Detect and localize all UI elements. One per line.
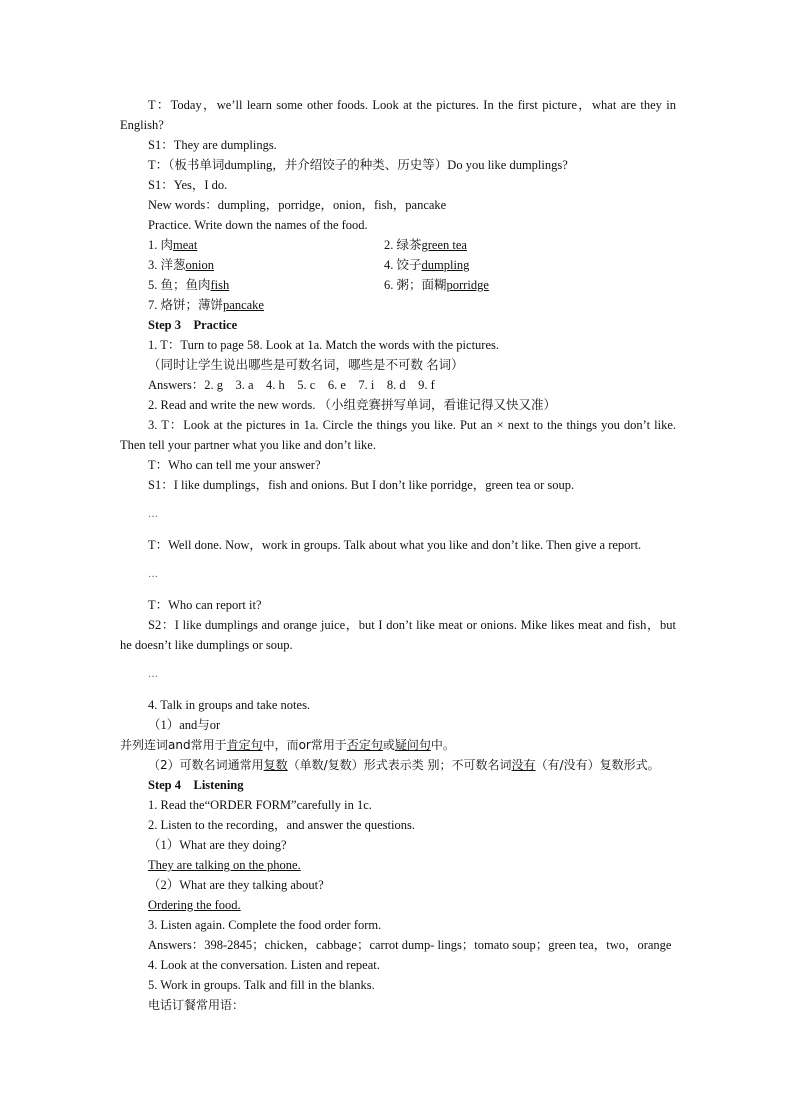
vocab-row-2 [120, 255, 676, 275]
vocab-prompt: 2. 绿茶 [384, 238, 422, 252]
vocab-item-7 [148, 295, 384, 315]
document-body [120, 95, 676, 1015]
grammar-text: （2）可数名词通常用 [148, 758, 264, 772]
step4-answer-2 [120, 895, 676, 915]
step3-heading: Step 3 Practice [148, 318, 238, 332]
grammar-answer: 没有 [511, 758, 536, 772]
grammar-text: 并列连词and常用于 [120, 738, 227, 752]
step4-heading: Step 4 Listening [148, 778, 244, 792]
vocab-answer: fish [210, 278, 230, 292]
vocab-answer: porridge [446, 278, 489, 292]
student-line-2: S1：Yes，I do. [148, 178, 228, 192]
grammar-point-2-text [120, 755, 676, 775]
vocab-item-4 [384, 255, 469, 275]
step3-item-3: 3. T：Look at the pictures in 1a. Circle the things you like. Put an × next to the things you don’t like. Then tell your partner what you like and don’t like. [120, 418, 676, 452]
vocab-item-2 [384, 235, 467, 255]
grammar-text: （单数/复数）形式表示类 别；不可数名词 [287, 758, 512, 772]
vocab-answer: onion [185, 258, 214, 272]
grammar-answer: 疑问句 [394, 738, 431, 752]
vocab-prompt: 4. 饺子 [384, 258, 422, 272]
vocab-answer: dumpling [421, 258, 470, 272]
vocab-item-6 [384, 275, 489, 295]
vocab-row-1 [120, 235, 676, 255]
vocab-item-1 [148, 235, 384, 255]
ellipsis-3: … [148, 669, 158, 680]
phone-ordering-heading: 电话订餐常用语： [148, 998, 245, 1012]
vocab-row-4 [120, 295, 676, 315]
teacher-instruction-groups: T：Well done. Now，work in groups. Talk about what you like and don’t like. Then give a report. [148, 538, 642, 552]
vocab-prompt: 6. 粥；面糊 [384, 278, 447, 292]
grammar-text: 中。 [430, 738, 455, 752]
step4-answers: Answers：398-2845；chicken，cabbage；carrot dump- lings；tomato soup；green tea，two，orange [148, 938, 672, 952]
step4-item-4: 4. Look at the conversation. Listen and repeat. [148, 958, 380, 972]
grammar-point-1-text [120, 735, 676, 755]
vocab-answer: green tea [421, 238, 467, 252]
student-line-1: S1：They are dumplings. [148, 138, 277, 152]
vocab-item-5 [148, 275, 384, 295]
ellipsis-1: … [148, 509, 158, 520]
student-report: S2：I like dumplings and orange juice，but I don’t like meat or onions. Mike likes meat and fish，but he doesn’t like dumplings or soup. [120, 618, 676, 652]
vocab-item-3 [148, 255, 384, 275]
vocab-prompt: 5. 鱼；鱼肉 [148, 278, 211, 292]
step4-question-1: （1）What are they doing? [148, 838, 287, 852]
step4-item-5: 5. Work in groups. Talk and fill in the blanks. [148, 978, 375, 992]
grammar-answer: 否定句 [346, 738, 383, 752]
step4-answer-1-text: They are talking on the phone. [148, 858, 301, 872]
step4-item-3: 3. Listen again. Complete the food order form. [148, 918, 382, 932]
step4-item-2: 2. Listen to the recording，and answer the questions. [148, 818, 415, 832]
step3-note-1: （同时让学生说出哪些是可数名词，哪些是不可数 名词） [148, 358, 464, 372]
grammar-answer: 肯定句 [226, 738, 263, 752]
step4-answer-2-text: Ordering the food. [148, 898, 241, 912]
step3-answers: Answers：2. g 3. a 4. h 5. c 6. e 7. i 8. d 9. f [148, 378, 435, 392]
grammar-answer: 复数 [263, 758, 288, 772]
vocab-prompt: 7. 烙饼；薄饼 [148, 298, 224, 312]
practice-instruction: Practice. Write down the names of the food. [148, 218, 368, 232]
teacher-line-1: T：Today，we’ll learn some other foods. Look at the pictures. In the first picture，what are they in English? [120, 98, 676, 132]
new-words-line: New words：dumpling，porridge，onion，fish，pancake [148, 198, 447, 212]
teacher-question-1: T：Who can tell me your answer? [148, 458, 321, 472]
step4-item-1: 1. Read the“ORDER FORM”carefully in 1c. [148, 798, 372, 812]
vocab-answer: pancake [223, 298, 264, 312]
step4-question-2: （2）What are they talking about? [148, 878, 324, 892]
student-answer-1: S1：I like dumplings，fish and onions. But I don’t like porridge，green tea or soup. [148, 478, 575, 492]
grammar-point-1-title: （1）and与or [148, 718, 221, 732]
teacher-line-2: T：（板书单词dumpling，并介绍饺子的种类、历史等）Do you like dumplings? [148, 158, 568, 172]
step3-item-2: 2. Read and write the new words. （小组竞赛拼写单词，看谁记得又快又准） [148, 398, 556, 412]
grammar-text: 或 [382, 738, 395, 752]
vocab-prompt: 3. 洋葱 [148, 258, 186, 272]
ellipsis-2: … [148, 569, 158, 580]
grammar-text: 中，而or常用于 [262, 738, 347, 752]
grammar-text: （有/没有）复数形式。 [535, 758, 660, 772]
step4-answer-1 [120, 855, 676, 875]
teacher-question-2: T：Who can report it? [148, 598, 262, 612]
step3-item-4: 4. Talk in groups and take notes. [148, 698, 311, 712]
vocab-prompt: 1. 肉 [148, 238, 174, 252]
step3-item-1: 1. T：Turn to page 58. Look at 1a. Match the words with the pictures. [148, 338, 499, 352]
vocab-row-3 [120, 275, 676, 295]
vocab-answer: meat [173, 238, 198, 252]
